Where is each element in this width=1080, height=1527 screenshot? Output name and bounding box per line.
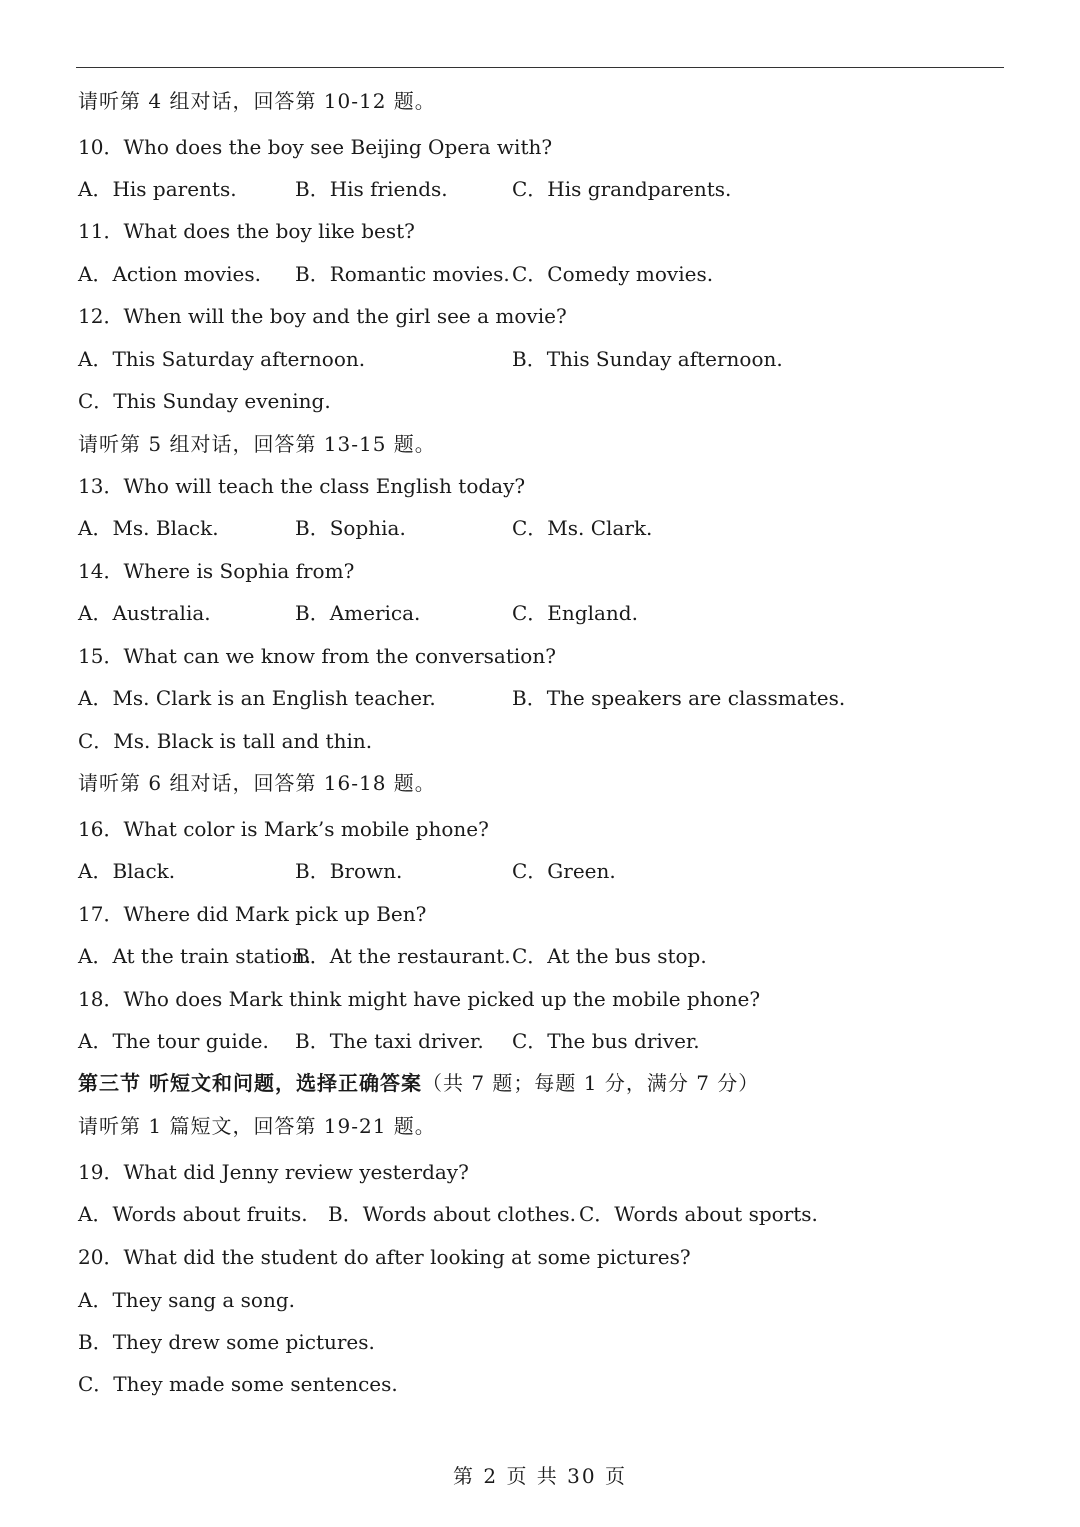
option-a[interactable]: A．Black. — [78, 859, 176, 883]
question-20: 20．What did the student do after looking at some pictures? — [78, 1245, 691, 1269]
option-a[interactable]: A．Ms. Clark is an English teacher. — [78, 686, 436, 710]
option-c[interactable]: C．At the bus stop. — [512, 944, 707, 968]
header-rule — [76, 67, 1004, 68]
option-c[interactable]: C．Ms. Black is tall and thin. — [78, 729, 373, 753]
question-16-options — [0, 858, 1080, 884]
option-c[interactable]: C．Words about sports. — [579, 1202, 818, 1226]
question-19-options — [0, 1201, 1080, 1227]
section-3-heading — [78, 1070, 759, 1096]
section-3-note: （共 7 题；每题 1 分，满分 7 分） — [421, 1071, 760, 1095]
question-15: 15．What can we know from the conversation? — [78, 644, 556, 668]
option-b[interactable]: B．America. — [295, 601, 421, 625]
question-13-options — [0, 515, 1080, 541]
option-b[interactable]: B．Sophia. — [295, 516, 406, 540]
group-6-instruction: 请听第 6 组对话，回答第 16-18 题。 — [78, 771, 436, 795]
option-b[interactable]: B．Words about clothes. — [328, 1202, 576, 1226]
option-a[interactable]: A．His parents. — [78, 177, 237, 201]
option-c[interactable]: C．Green. — [512, 859, 616, 883]
option-c[interactable]: C．This Sunday evening. — [78, 389, 331, 413]
option-b[interactable]: B．This Sunday afternoon. — [512, 347, 783, 371]
group-5-instruction: 请听第 5 组对话，回答第 13-15 题。 — [78, 432, 436, 456]
option-b[interactable]: B．They drew some pictures. — [78, 1330, 375, 1354]
option-a[interactable]: A．Action movies. — [78, 262, 261, 286]
option-c[interactable]: C．His grandparents. — [512, 177, 732, 201]
option-c[interactable]: C．Ms. Clark. — [512, 516, 653, 540]
option-b[interactable]: B．Romantic movies. — [295, 262, 510, 286]
question-14: 14．Where is Sophia from? — [78, 559, 355, 583]
option-c[interactable]: C．The bus driver. — [512, 1029, 700, 1053]
question-13: 13．Who will teach the class English today? — [78, 474, 526, 498]
option-b[interactable]: B．His friends. — [295, 177, 448, 201]
question-12: 12．When will the boy and the girl see a movie? — [78, 304, 567, 328]
option-c[interactable]: C．They made some sentences. — [78, 1372, 398, 1396]
option-c[interactable]: C．England. — [512, 601, 638, 625]
question-18-options — [0, 1028, 1080, 1054]
option-a[interactable]: A．Ms. Black. — [78, 516, 219, 540]
question-10-options — [0, 176, 1080, 202]
option-a[interactable]: A．The tour guide. — [78, 1029, 269, 1053]
option-a[interactable]: A．Australia. — [78, 601, 211, 625]
group-4-instruction: 请听第 4 组对话，回答第 10-12 题。 — [78, 89, 436, 113]
question-17-options — [0, 943, 1080, 969]
question-17: 17．Where did Mark pick up Ben? — [78, 902, 427, 926]
question-16: 16．What color is Mark’s mobile phone? — [78, 817, 489, 841]
page-number: 第 2 页 共 30 页 — [453, 1464, 627, 1488]
option-b[interactable]: B．Brown. — [295, 859, 403, 883]
option-b[interactable]: B．At the restaurant. — [295, 944, 511, 968]
question-18: 18．Who does Mark think might have picked up the mobile phone? — [78, 987, 761, 1011]
option-b[interactable]: B．The taxi driver. — [295, 1029, 484, 1053]
option-a[interactable]: A．This Saturday afternoon. — [78, 347, 366, 371]
question-14-options — [0, 600, 1080, 626]
option-c[interactable]: C．Comedy movies. — [512, 262, 714, 286]
question-11: 11．What does the boy like best? — [78, 219, 415, 243]
question-11-options — [0, 261, 1080, 287]
option-a[interactable]: A．They sang a song. — [78, 1288, 296, 1312]
question-15-options-ab — [0, 685, 1080, 711]
question-12-options-ab — [0, 346, 1080, 372]
question-10: 10．Who does the boy see Beijing Opera with? — [78, 135, 553, 159]
option-b[interactable]: B．The speakers are classmates. — [512, 686, 846, 710]
option-a[interactable]: A．Words about fruits. — [78, 1202, 308, 1226]
passage-1-instruction: 请听第 1 篇短文，回答第 19-21 题。 — [78, 1114, 436, 1138]
question-19: 19．What did Jenny review yesterday? — [78, 1160, 469, 1184]
section-3-title: 第三节 听短文和问题，选择正确答案 — [78, 1071, 422, 1095]
option-a[interactable]: A．At the train station. — [78, 944, 312, 968]
